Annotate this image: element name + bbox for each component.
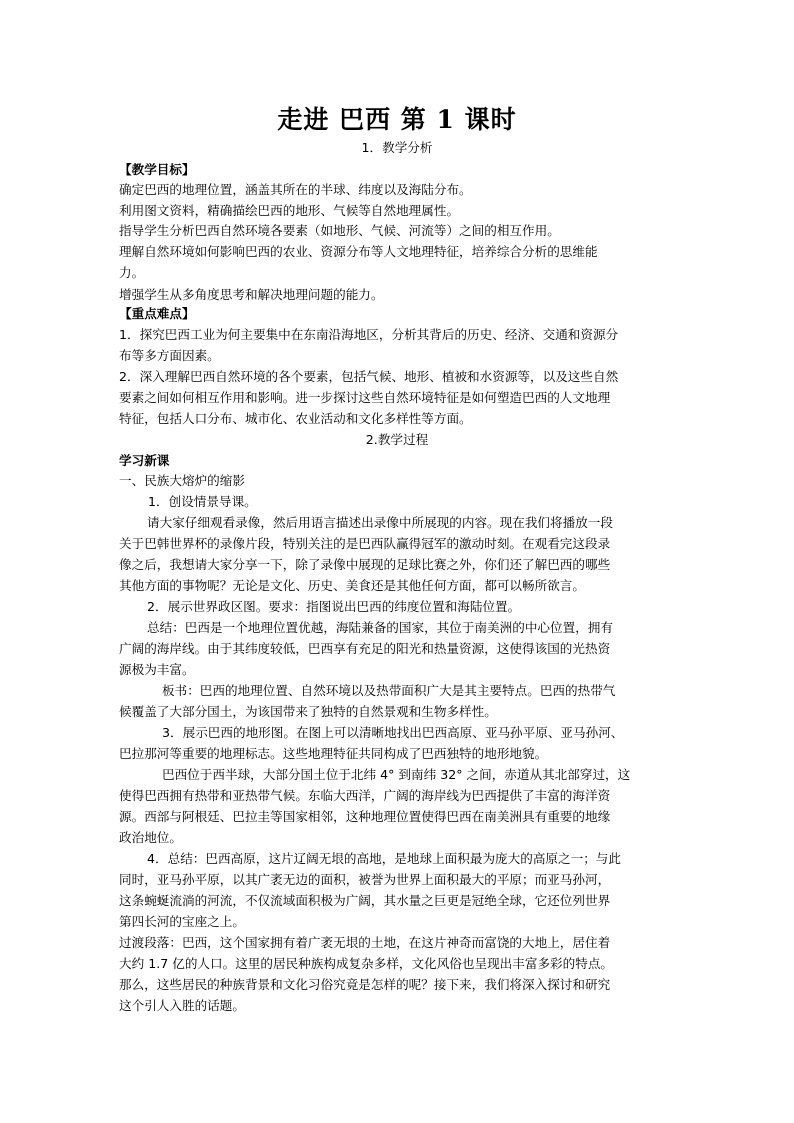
section1-heading: 1．教学分析 — [361, 140, 433, 155]
goals-heading: 【教学目标】 — [119, 162, 195, 177]
location-line: 政治地位。 — [119, 830, 182, 845]
key-point-line: 2．深入理解巴西自然环境的各个要素，包括气候、地形、植被和水资源等，以及这些自然 — [119, 369, 619, 384]
step4-line: 4．总结：巴西高原，这片辽阔无垠的高地，是地球上面积最为庞大的高原之一；与此 — [147, 851, 621, 866]
goal-line: 确定巴西的地理位置，涵盖其所在的半球、纬度以及海陆分布。 — [119, 182, 472, 197]
lesson-title: 走进 巴西 第 1 课时 — [277, 105, 517, 134]
goal-line: 利用图文资料，精确描绘巴西的地形、气候等自然地理属性。 — [119, 203, 460, 218]
study-heading: 学习新课 — [119, 453, 170, 468]
step1-line: 其他方面的事物呢？无论是文化、历史、美食还是其他任何方面，都可以畅所欲言。 — [119, 578, 585, 593]
key-point-line: 要素之间如何相互作用和影响。进一步探讨这些自然环境特征是如何塑造巴西的人文地理 — [119, 390, 611, 405]
key-heading: 【重点难点】 — [119, 306, 195, 321]
summary-line: 总结：巴西是一个地理位置优越，海陆兼备的国家，其位于南美洲的中心位置，拥有 — [147, 620, 613, 635]
goal-line: 增强学生从多角度思考和解决地理问题的能力。 — [119, 287, 384, 302]
board-line: 候覆盖了大部分国土，为该国带来了独特的自然景观和生物多样性。 — [119, 704, 497, 719]
transition-line: 这个引人入胜的话题。 — [119, 998, 245, 1013]
section2-heading: 2.教学过程 — [365, 432, 429, 447]
step1-line: 请大家仔细观看录像，然后用语言描述出录像中所展现的内容。现在我们将播放一段 — [147, 515, 613, 530]
key-point-line: 1．探究巴西工业为何主要集中在东南沿海地区，分析其背后的历史、经济、交通和资源分 — [119, 327, 619, 342]
step1-line: 关于巴韩世界杯的录像片段，特别关注的是巴西队赢得冠军的激动时刻。在观看完这段录 — [119, 536, 611, 551]
location-line: 使得巴西拥有热带和亚热带气候。东临大西洋，广阔的海岸线为巴西提供了丰富的海洋资 — [119, 788, 611, 803]
goal-line: 理解自然环境如何影响巴西的农业、资源分布等人文地理特征，培养综合分析的思维能 — [119, 244, 598, 259]
step3-line: 巴拉那河等重要的地理标志。这些地理特征共同构成了巴西独特的地形地貌。 — [119, 746, 548, 761]
transition-line: 大约 1.7 亿的人口。这里的居民种族构成复杂多样，文化风俗也呈现出丰富多彩的特点。 — [119, 956, 614, 971]
step4-line: 第四长河的宝座之上。 — [119, 914, 245, 929]
location-line: 源。西部与阿根廷、巴拉圭等国家相邻，这种地理位置使得巴西在南美洲具有重要的地缘 — [119, 809, 611, 824]
location-line: 巴西位于西半球，大部分国土位于北纬 4° 到南纬 32° 之间，赤道从其北部穿过，这 — [162, 767, 631, 782]
transition-line: 过渡段落：巴西，这个国家拥有着广袤无垠的土地，在这片神奇而富饶的大地上，居住着 — [119, 935, 611, 950]
key-point-line: 布等多方面因素。 — [119, 348, 220, 363]
step1-line: 像之后，我想请大家分享一下，除了录像中展现的足球比赛之外，你们还了解巴西的哪些 — [119, 557, 611, 572]
summary-line: 广阔的海岸线。由于其纬度较低，巴西享有充足的阳光和热量资源，这使得该国的光热资 — [119, 641, 611, 656]
step2-heading: 2．展示世界政区图。要求：指图说出巴西的纬度位置和海陆位置。 — [147, 599, 521, 614]
step4-line: 同时，亚马孙平原，以其广袤无边的面积，被誉为世界上面积最大的平原；而亚马孙河， — [119, 872, 611, 887]
board-line: 板书：巴西的地理位置、自然环境以及热带面积广大是其主要特点。巴西的热带气 — [162, 683, 616, 698]
step4-line: 这条蜿蜒流淌的河流，不仅流域面积极为广阔，其水量之巨更是冠绝全球，它还位列世界 — [119, 893, 611, 908]
step1-heading: 1．创设情景导课。 — [148, 494, 257, 509]
summary-line: 源极为丰富。 — [119, 662, 195, 677]
step3-line: 3．展示巴西的地形图。在图上可以清晰地找出巴西高原、亚马孙平原、亚马孙河、 — [162, 725, 624, 740]
transition-line: 那么，这些居民的种族背景和文化习俗究竟是怎样的呢？接下来，我们将深入探讨和研究 — [119, 977, 611, 992]
part1-heading: 一、民族大熔炉的缩影 — [119, 473, 245, 488]
goal-line: 指导学生分析巴西自然环境各要素（如地形、气候、河流等）之间的相互作用。 — [119, 223, 560, 238]
key-point-line: 特征，包括人口分布、城市化、农业活动和文化多样性等方面。 — [119, 411, 472, 426]
goal-line: 力。 — [119, 265, 145, 280]
